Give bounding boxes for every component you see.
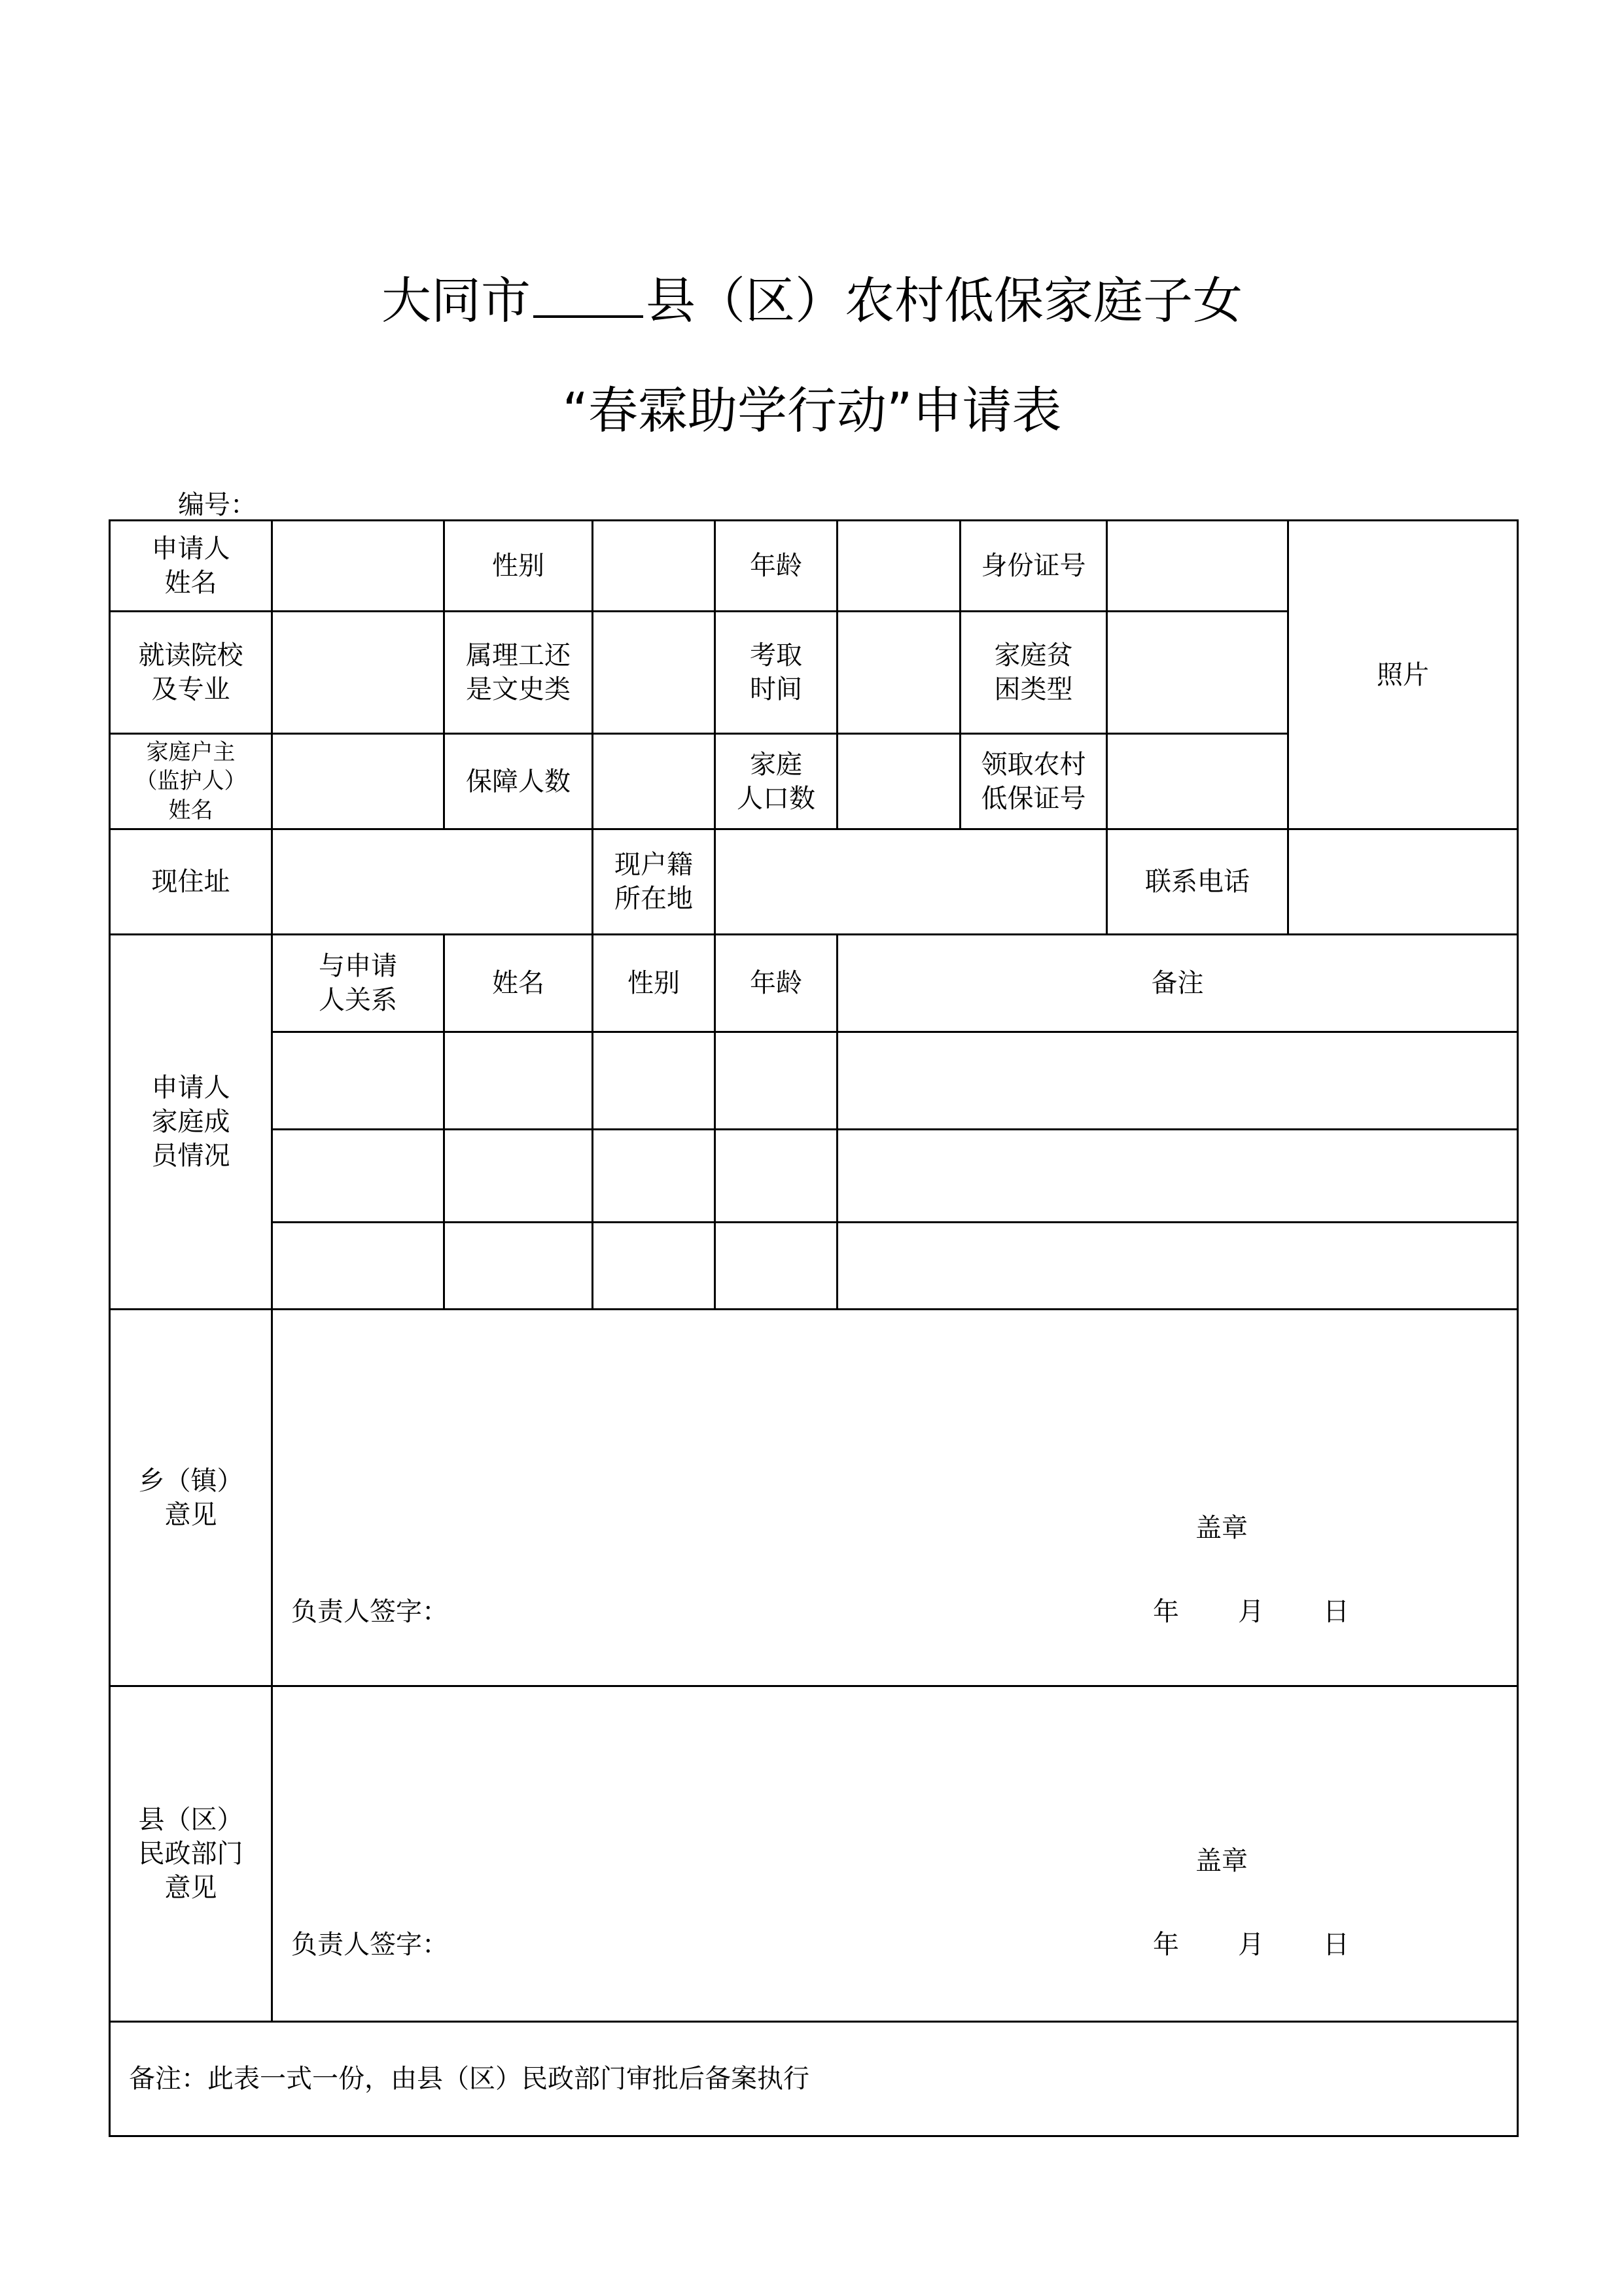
household-size-field[interactable] <box>838 734 961 829</box>
applicant-name-field[interactable] <box>272 521 444 612</box>
admission-time-field[interactable] <box>838 612 961 734</box>
member-relation-cell[interactable] <box>272 1032 444 1130</box>
member-age-header: 年龄 <box>715 935 838 1032</box>
county-stamp-label: 盖章 <box>1195 1846 1248 1876</box>
member-gender-cell[interactable] <box>593 1223 715 1310</box>
township-stamp-label: 盖章 <box>1195 1513 1248 1543</box>
township-sign-label: 负责人签字： <box>291 1597 448 1627</box>
month-label: 月 <box>1238 1930 1264 1960</box>
household-head-label: 家庭户主 （监护人） 姓名 <box>110 734 272 829</box>
month-label: 月 <box>1238 1597 1264 1627</box>
science-arts-field[interactable] <box>593 612 715 734</box>
doc-number-label: 编号： <box>178 490 256 520</box>
member-age-cell[interactable] <box>715 1130 838 1223</box>
form-title-line2: “春霖助学行动”申请表 <box>562 381 1062 440</box>
day-label: 日 <box>1323 1930 1349 1960</box>
title-rest: 县（区）农村低保家庭子女 <box>646 271 1243 330</box>
member-notes-cell[interactable] <box>838 1032 1518 1130</box>
day-label: 日 <box>1323 1597 1349 1627</box>
application-form-table <box>109 519 1519 2137</box>
gender-label: 性别 <box>444 521 593 612</box>
county-blank <box>533 276 643 318</box>
form-title-line1 <box>0 271 1624 330</box>
applicant-name-label: 申请人 姓名 <box>110 521 272 612</box>
family-section-label: 申请人 家庭成 员情况 <box>110 935 272 1310</box>
school-major-label: 就读院校 及专业 <box>110 612 272 734</box>
member-relation-cell[interactable] <box>272 1223 444 1310</box>
id-number-label: 身份证号 <box>961 521 1107 612</box>
member-relation-cell[interactable] <box>272 1130 444 1223</box>
member-notes-cell[interactable] <box>838 1130 1518 1223</box>
hukou-location-field[interactable] <box>715 829 1107 935</box>
insured-count-field[interactable] <box>593 734 715 829</box>
member-age-cell[interactable] <box>715 1223 838 1310</box>
township-opinion-label: 乡（镇） 意见 <box>110 1310 272 1686</box>
member-age-cell[interactable] <box>715 1032 838 1130</box>
poverty-type-label: 家庭贫 困类型 <box>961 612 1107 734</box>
admission-time-label: 考取 时间 <box>715 612 838 734</box>
dibao-cert-field[interactable] <box>1107 734 1288 829</box>
relation-header: 与申请 人关系 <box>272 935 444 1032</box>
title-city: 大同市 <box>381 271 531 330</box>
year-label: 年 <box>1153 1930 1179 1960</box>
gender-field[interactable] <box>593 521 715 612</box>
school-major-field[interactable] <box>272 612 444 734</box>
county-opinion-label: 县（区） 民政部门 意见 <box>110 1686 272 2022</box>
age-field[interactable] <box>838 521 961 612</box>
member-name-header: 姓名 <box>444 935 593 1032</box>
phone-field[interactable] <box>1288 829 1518 935</box>
dibao-cert-label: 领取农村 低保证号 <box>961 734 1107 829</box>
form-notes: 备注：此表一式一份，由县（区）民政部门审批后备案执行 <box>110 2022 1518 2136</box>
year-label: 年 <box>1153 1597 1179 1627</box>
phone-label: 联系电话 <box>1107 829 1288 935</box>
household-size-label: 家庭 人口数 <box>715 734 838 829</box>
member-name-cell[interactable] <box>444 1223 593 1310</box>
member-notes-header: 备注 <box>838 935 1518 1032</box>
member-name-cell[interactable] <box>444 1130 593 1223</box>
county-date <box>1153 1928 1349 1962</box>
id-number-field[interactable] <box>1107 521 1288 612</box>
member-notes-cell[interactable] <box>838 1223 1518 1310</box>
member-gender-header: 性别 <box>593 935 715 1032</box>
county-sign-label: 负责人签字： <box>291 1930 448 1960</box>
member-name-cell[interactable] <box>444 1032 593 1130</box>
hukou-location-label: 现户籍 所在地 <box>593 829 715 935</box>
township-date <box>1153 1595 1349 1629</box>
age-label: 年龄 <box>715 521 838 612</box>
county-opinion-area[interactable] <box>272 1686 1518 2022</box>
insured-count-label: 保障人数 <box>444 734 593 829</box>
poverty-type-field[interactable] <box>1107 612 1288 734</box>
member-gender-cell[interactable] <box>593 1032 715 1130</box>
address-label: 现住址 <box>110 829 272 935</box>
photo-box[interactable]: 照片 <box>1288 521 1518 829</box>
member-gender-cell[interactable] <box>593 1130 715 1223</box>
township-opinion-area[interactable] <box>272 1310 1518 1686</box>
address-field[interactable] <box>272 829 593 935</box>
household-head-field[interactable] <box>272 734 444 829</box>
science-arts-label: 属理工还 是文史类 <box>444 612 593 734</box>
